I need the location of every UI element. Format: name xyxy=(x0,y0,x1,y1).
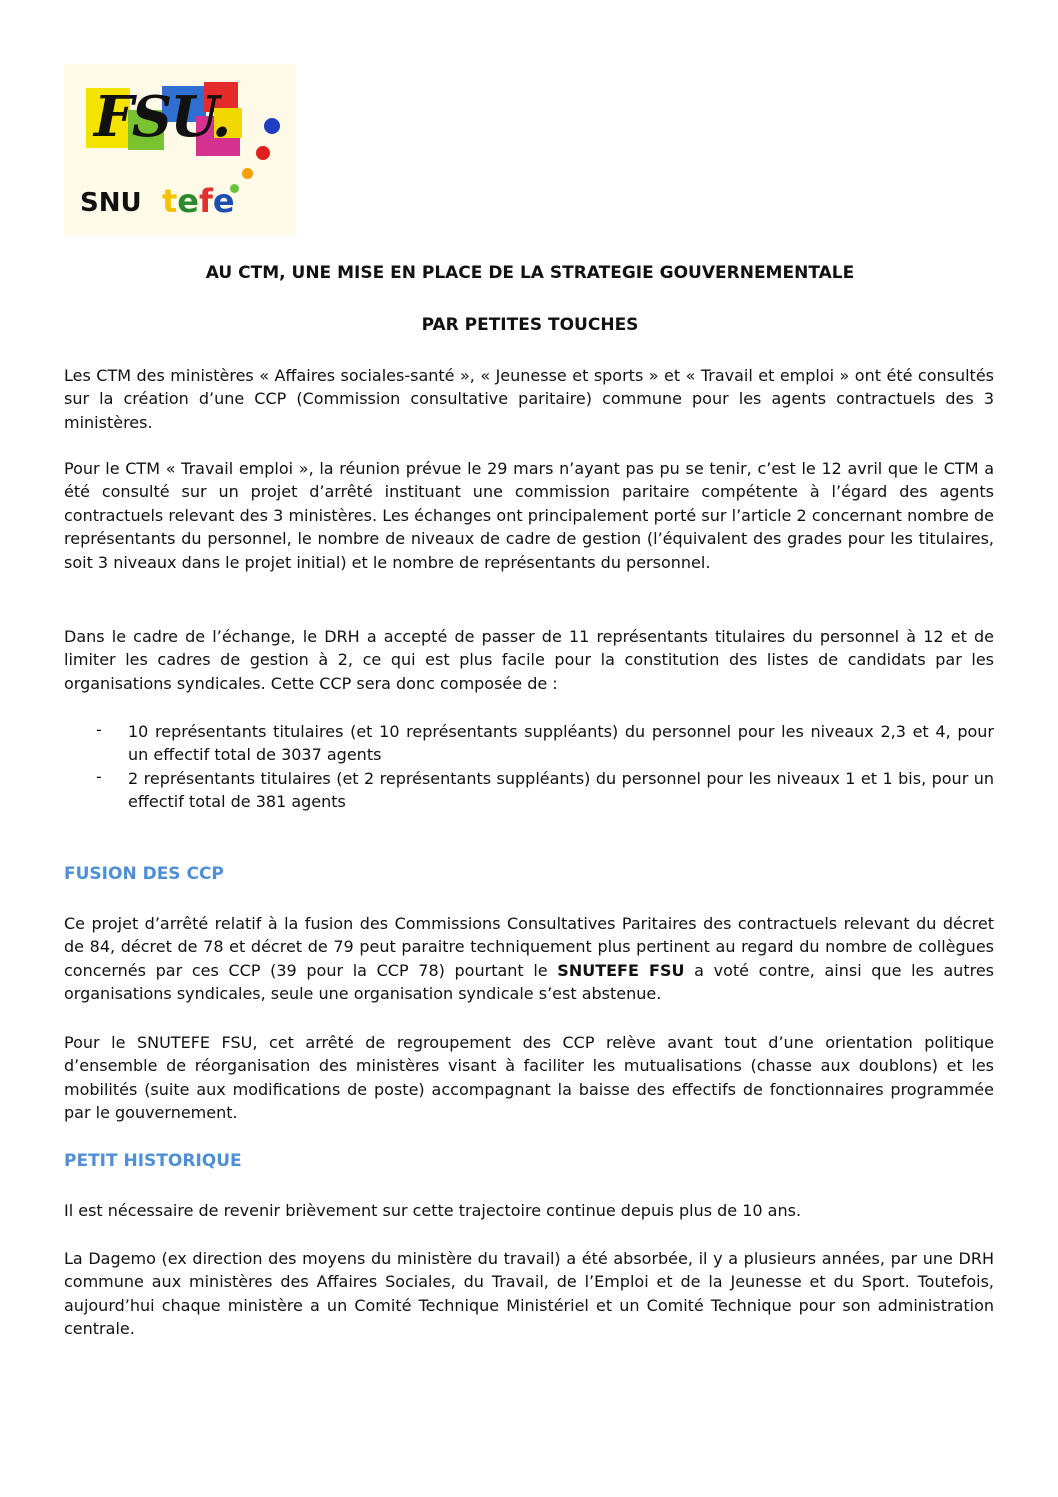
logo-tefe-text: tefe xyxy=(162,182,235,220)
document-title-line2: PAR PETITES TOUCHES xyxy=(421,315,639,335)
logo-blue-dot xyxy=(264,118,280,134)
fsu-snutefe-logo xyxy=(64,64,296,236)
paragraph-text: Ce projet d’arrêté relatif à la fusion des Commissions Consultatives Paritaires des contractuels relevant du décret de 84, décret de 78 et décret de 79 peut paraitre techniquement plus pertinent au regard du nombre de collègues concernés par ces CCP (39 pour la CCP 78) pourtant le xyxy=(64,914,994,980)
logo-orange-dot xyxy=(242,168,253,179)
paragraph-intro: Les CTM des ministères « Affaires sociales-santé », « Jeunesse et sports » et « Travail et emploi » ont été consultés sur la création d’une CCP (Commission consultative paritaire) commune pour les agents contractuels des 3 ministères. xyxy=(64,366,994,432)
section-heading-historique: PETIT HISTORIQUE xyxy=(64,1151,242,1171)
paragraph-fusion-ccp xyxy=(64,912,994,1006)
bullet-dash: - xyxy=(96,720,102,739)
document-title-line1: AU CTM, UNE MISE EN PLACE DE LA STRATEGIE GOUVERNEMENTALE xyxy=(205,263,855,283)
section-heading-fusion: FUSION DES CCP xyxy=(64,864,224,884)
organisation-name: SNUTEFE FSU xyxy=(557,960,685,980)
paragraph-drh-echange: Dans le cadre de l’échange, le DRH a accepté de passer de 11 représentants titulaires du personnel à 12 et de limiter les cadres de gestion à 2, ce qui est plus facile pour la constitution des listes de candidats par les organisations syndicales. Cette CCP sera donc composée de : xyxy=(64,627,994,693)
paragraph-text: a voté contre, ainsi que les autres organisations syndicales, seule une organisation syndicale s’est abstenue. xyxy=(64,960,995,1004)
paragraph-snutefe-position: Pour le SNUTEFE FSU, cet arrêté de regroupement des CCP relève avant tout d’une orientation politique d’ensemble de réorganisation des ministères visant à faciliter les mutualisations (chasse aux doublons) et les mobilités (suite aux modifications de poste) accompagnant la baisse des effectifs de fonctionnaires programmée par le gouvernement. xyxy=(64,1033,994,1123)
list-item-text: 2 représentants titulaires (et 2 représentants suppléants) du personnel pour les niveaux 1 et 1 bis, pour un effectif total de 381 agents xyxy=(128,769,994,812)
logo-brand-text: FSU. xyxy=(94,84,230,150)
list-item-text: 10 représentants titulaires (et 10 représentants suppléants) du personnel pour les niveaux 2,3 et 4, pour un effectif total de 3037 agents xyxy=(128,722,994,765)
paragraph-ctm-travail: Pour le CTM « Travail emploi », la réunion prévue le 29 mars n’ayant pas pu se tenir, c’est le 12 avril que le CTM a été consulté sur un projet d’arrêté instituant une commission paritaire compétente à l’égard des agents contractuels relevant des 3 ministères. Les échanges ont principalement porté sur l’article 2 concernant nombre de représentants du personnel, le nombre de niveaux de cadre de gestion (l’équivalent des grades pour les titulaires, soit 3 niveaux dans le projet initial) et le nombre de représentants du personnel. xyxy=(64,459,994,572)
bullet-dash: - xyxy=(96,767,102,786)
paragraph-dagemo: La Dagemo (ex direction des moyens du ministère du travail) a été absorbée, il y a plusieurs années, par une DRH commune aux ministères des Affaires Sociales, du Travail, de l’Emploi et de la Jeunesse et du Sport. Toutefois, aujourd’hui chaque ministère a un Comité Technique Ministériel et un Comité Technique pour son administration centrale. xyxy=(64,1249,994,1339)
logo-snu-text: SNU xyxy=(80,188,142,218)
logo-red-dot xyxy=(256,146,270,160)
paragraph-trajectoire: Il est nécessaire de revenir brièvement sur cette trajectoire continue depuis plus de 10 ans. xyxy=(64,1201,802,1220)
